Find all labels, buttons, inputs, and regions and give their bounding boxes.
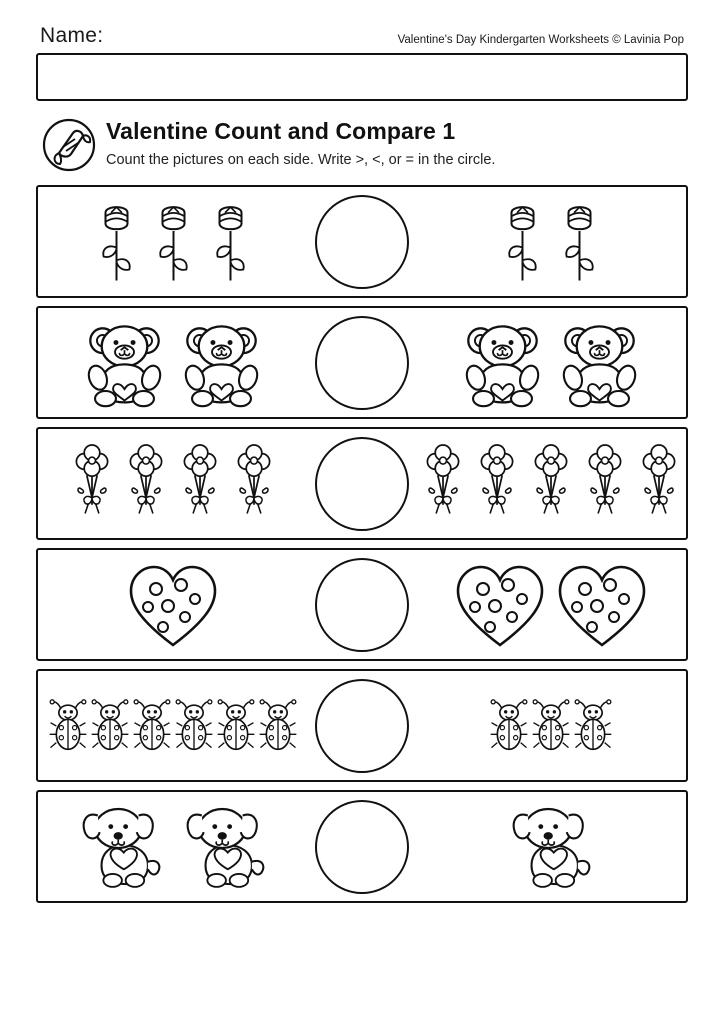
bouquet-icon <box>120 440 172 528</box>
heart-icon <box>123 559 223 651</box>
love-bug-icon <box>258 696 298 756</box>
right-group <box>416 550 686 659</box>
answer-circle-wrap <box>308 679 416 773</box>
bouquet-icon <box>66 440 118 528</box>
bouquet-icon <box>174 440 226 528</box>
right-group <box>416 792 686 901</box>
answer-circle[interactable] <box>315 800 409 894</box>
header <box>36 22 688 48</box>
rose-icon <box>146 196 201 288</box>
teddy-bear-icon <box>77 315 172 410</box>
answer-circle[interactable] <box>315 316 409 410</box>
love-bug-icon <box>48 696 88 756</box>
valentine-candy-icon <box>40 117 98 173</box>
left-group <box>38 429 308 538</box>
teddy-bear-icon <box>455 315 550 410</box>
bouquet-icon <box>471 440 523 528</box>
love-bug-icon <box>531 696 571 756</box>
teddy-bear-icon <box>552 315 647 410</box>
left-group <box>38 671 308 780</box>
problem-row <box>36 548 688 661</box>
right-group <box>416 187 686 296</box>
problem-row <box>36 427 688 540</box>
bouquet-icon <box>579 440 631 528</box>
problem-row <box>36 790 688 903</box>
bouquet-icon <box>633 440 685 528</box>
problem-row <box>36 185 688 298</box>
copyright-notice: Valentine's Day Kindergarten Worksheets © Lavinia Pop <box>397 34 684 46</box>
problem-row <box>36 306 688 419</box>
love-bug-icon <box>174 696 214 756</box>
answer-circle-wrap <box>308 558 416 652</box>
right-group <box>416 308 686 417</box>
right-group <box>416 671 686 780</box>
love-bug-icon <box>132 696 172 756</box>
answer-circle-wrap <box>308 195 416 289</box>
love-bug-icon <box>216 696 256 756</box>
title-block <box>36 115 688 173</box>
left-group <box>38 792 308 901</box>
rose-icon <box>89 196 144 288</box>
puppy-icon <box>174 800 276 894</box>
rose-icon <box>552 196 607 288</box>
teddy-bear-icon <box>174 315 269 410</box>
heart-icon <box>450 559 550 651</box>
rose-icon <box>203 196 258 288</box>
page-title: Valentine Count and Compare 1 <box>106 118 456 144</box>
answer-circle-wrap <box>308 437 416 531</box>
bouquet-icon <box>525 440 577 528</box>
puppy-icon <box>500 800 602 894</box>
answer-circle[interactable] <box>315 195 409 289</box>
love-bug-icon <box>573 696 613 756</box>
name-input[interactable] <box>36 53 688 101</box>
love-bug-icon <box>90 696 130 756</box>
left-group <box>38 308 308 417</box>
answer-circle-wrap <box>308 316 416 410</box>
answer-circle[interactable] <box>315 679 409 773</box>
left-group <box>38 187 308 296</box>
instructions: Count the pictures on each side. Write >, <, or = in the circle. <box>106 152 496 169</box>
bouquet-icon <box>417 440 469 528</box>
love-bug-icon <box>489 696 529 756</box>
heart-icon <box>552 559 652 651</box>
left-group <box>38 550 308 659</box>
answer-circle[interactable] <box>315 437 409 531</box>
problem-list <box>36 185 688 903</box>
answer-circle[interactable] <box>315 558 409 652</box>
bouquet-icon <box>228 440 280 528</box>
answer-circle-wrap <box>308 800 416 894</box>
right-group <box>416 429 686 538</box>
rose-icon <box>495 196 550 288</box>
problem-row <box>36 669 688 782</box>
puppy-icon <box>70 800 172 894</box>
name-label: Name: <box>40 24 104 47</box>
